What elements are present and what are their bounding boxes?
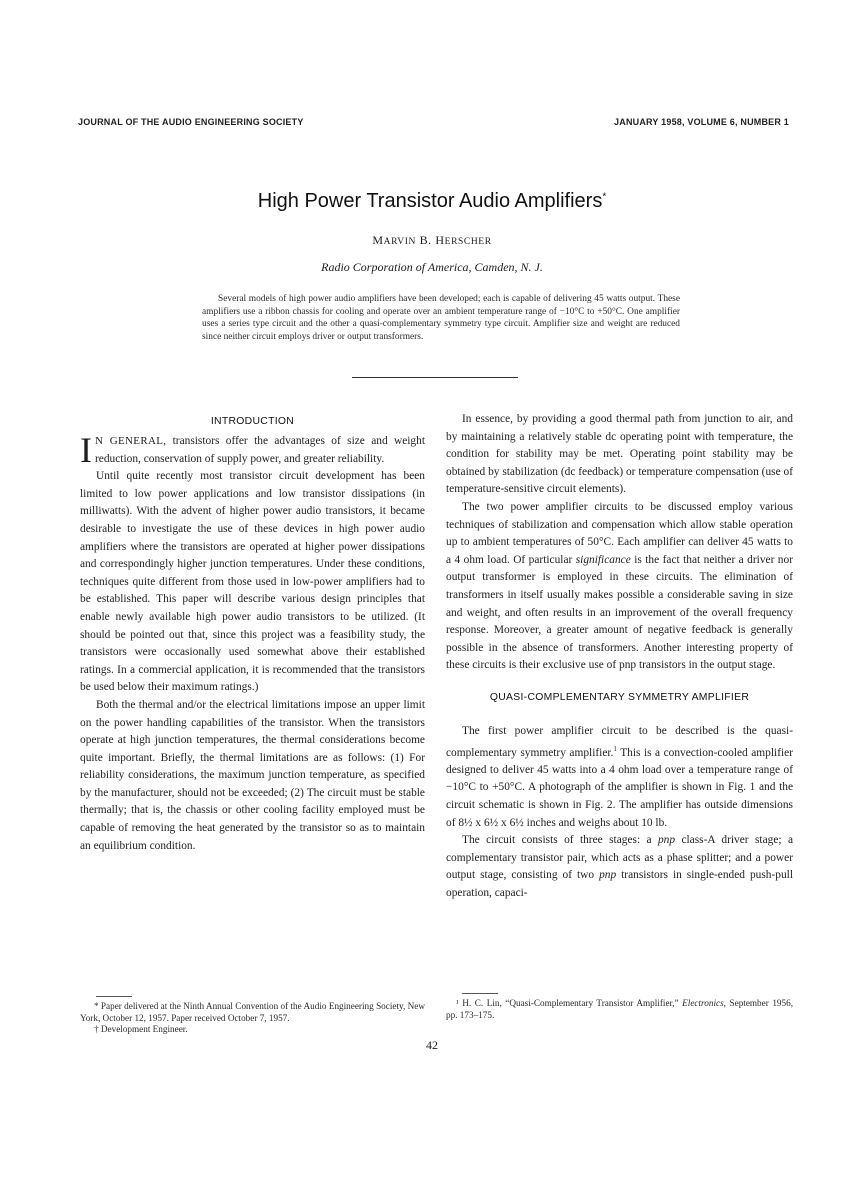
right-paragraph-3 <box>446 723 793 832</box>
abstract: Several models of high power audio amplifiers have been developed; each is capable of delivering 45 watts output. These amplifiers use a ribbon chassis for cooling and operate over an ambient temperature range of −10°C to +50°C. One amplifier uses a series type circuit and the other a quasi-complementary symmetry type circuit. Amplifier size and weight are reduced since neither circuit employs driver or output transformers. <box>202 294 680 342</box>
page-number: 42 <box>426 1038 438 1052</box>
footnote-divider-right <box>462 993 498 994</box>
title-footnote-mark: * <box>602 191 607 203</box>
footnote-lin-a: ¹ H. C. Lin, “Quasi-Complementary Transistor Amplifier,” <box>456 998 683 1008</box>
author-last-initial: H <box>435 233 445 247</box>
right-paragraph-1: In essence, by providing a good thermal path from junction to air, and by maintaining a relatively stable dc operating point with temperature, the condition for stability may be met. Operating point stability may be obtained by stabilization (dc feedback) or temperature compensation (use of temperature-sensitive circuit elements). <box>446 413 793 496</box>
right-paragraph-4 <box>446 832 793 902</box>
right-paragraph-3-a: The first power amplifier circuit to be described is the quasi-complementary symmetry amplifier. <box>446 724 793 759</box>
right-paragraph-3-b: This is a convection-cooled amplifier designed to deliver 45 watts into a 4 ohm load over a temperature range of −10°C to +50°C. A photograph of the amplifier is shown in Fig. 1 and the circuit schematic is shown in Fig. 2. The amplifier has outside dimensions of 8½ x 6½ x 6½ inches and weighs about 10 lb. <box>446 746 793 829</box>
intro-paragraph-1-text: transistors offer the advantages of size and weight reduction, conservation of supply power, and greater reliability. <box>95 435 425 465</box>
section-heading-introduction: INTRODUCTION <box>210 416 295 427</box>
author-first-rest: ARVIN <box>383 237 416 247</box>
footnotes-left <box>80 996 425 1036</box>
intro-paragraph-1 <box>80 430 425 470</box>
intro-paragraph-3: Both the thermal and/or the electrical limitations impose an upper limit on the power handling capabilities of the transistor. When the transistors operate at high junction temperatures, the thermal considerations become quite important. Briefly, the thermal limitations are as follows: (1) For reliability considerations, the maximum junction temperature, as specified by the manufacturer, should not be exceeded; (2) The circuit must be stable thermally; that is, the chassis or other cooling facility employed must be capable of removing the heat generated by the transistor so as to maintain an equilibrium condition. <box>80 698 425 852</box>
author-first-initial: M <box>372 233 384 247</box>
title-text: High Power Transistor Audio Amplifiers <box>257 190 603 212</box>
pnp-emphasis-1: pnp <box>657 834 676 847</box>
author-line <box>0 233 864 248</box>
footnote-lin-b: , September 1956, pp. 173–175. <box>446 998 793 1020</box>
author-middle: B. <box>419 233 432 247</box>
right-paragraph-2-b: is the fact that neither a driver nor output transformer is employed in these circuits. The elimination of transformers in itself usually makes possible a considerable saving in size and weight, and often results in an improvement of the overall frequency response. Moreover, a greater amount of negative feedback is generally possible in the absence of transformers. Another interesting property of these circuits is their exclusive use of pnp transistors in the output stage. <box>446 553 793 672</box>
right-paragraph-2-a: The two power amplifier circuits to be discussed employ various techniques of stabilization and compensation which allow stable operation up to ambient temperatures of 50°C. Each amplifier can deliver 45 watts to a 4 ohm load. Of particular <box>446 500 793 566</box>
right-column <box>446 411 793 903</box>
right-paragraph-4-c: transistors in single-ended push-pull operation, capaci- <box>446 869 794 900</box>
footnote-ref-1: 1 <box>613 744 617 753</box>
lead-smallcaps: N GENERAL, <box>95 435 167 447</box>
abstract-divider <box>352 377 518 378</box>
left-column <box>80 411 425 855</box>
drop-cap: I <box>80 430 92 470</box>
footnote-development-engineer: † Development Engineer. <box>94 1024 188 1034</box>
section-heading-quasi-complementary: QUASI-COMPLEMENTARY SYMMETRY AMPLIFIER <box>489 691 750 703</box>
footnote-lin-journal: Electronics <box>682 998 724 1008</box>
article-title <box>0 190 864 213</box>
intro-paragraph-2: Until quite recently most transistor circuit development has been limited to low power applications and low transistor dissipations (in milliwatts). With the advent of higher power audio transistors, it became desirable to investigate the use of these devices in high power audio amplifiers where the transistors are operated at higher power dissipations and correspondingly higher junction temperatures. Under these conditions, techniques quite different from those used in low-power amplifiers had to be established. This paper will describe various design principles that enable newly available high power audio transistors to be utilized. (It should be pointed out that, since this project was a feasibility study, the transistors were occasionally used somewhat above their established ratings. In a commercial application, it is recommended that the transistors be used below their maximum ratings.) <box>80 470 425 694</box>
running-head-journal: JOURNAL OF THE AUDIO ENGINEERING SOCIETY <box>78 117 304 127</box>
footnote-divider-left <box>96 996 132 997</box>
pnp-emphasis-2: pnp <box>599 869 617 882</box>
author-affiliation: Radio Corporation of America, Camden, N. J. <box>321 260 543 274</box>
author-last-rest: ERSCHER <box>444 237 492 247</box>
footnotes-right <box>446 993 793 1021</box>
footnote-lin-reference <box>446 998 793 1021</box>
right-paragraph-2-emphasis: significance <box>575 553 631 566</box>
right-paragraph-4-a: The circuit consists of three stages: a <box>462 834 658 847</box>
running-head-issue: JANUARY 1958, VOLUME 6, NUMBER 1 <box>614 117 789 127</box>
right-paragraph-4-b: class-A driver stage; a complementary transistor pair, which acts as a phase splitter; and a power output stage, consisting of two <box>446 834 794 882</box>
footnote-paper-delivered: * Paper delivered at the Ninth Annual Convention of the Audio Engineering Society, New York, October 12, 1957. Paper received October 7, 1957. <box>80 1001 425 1023</box>
right-paragraph-2 <box>446 499 793 675</box>
